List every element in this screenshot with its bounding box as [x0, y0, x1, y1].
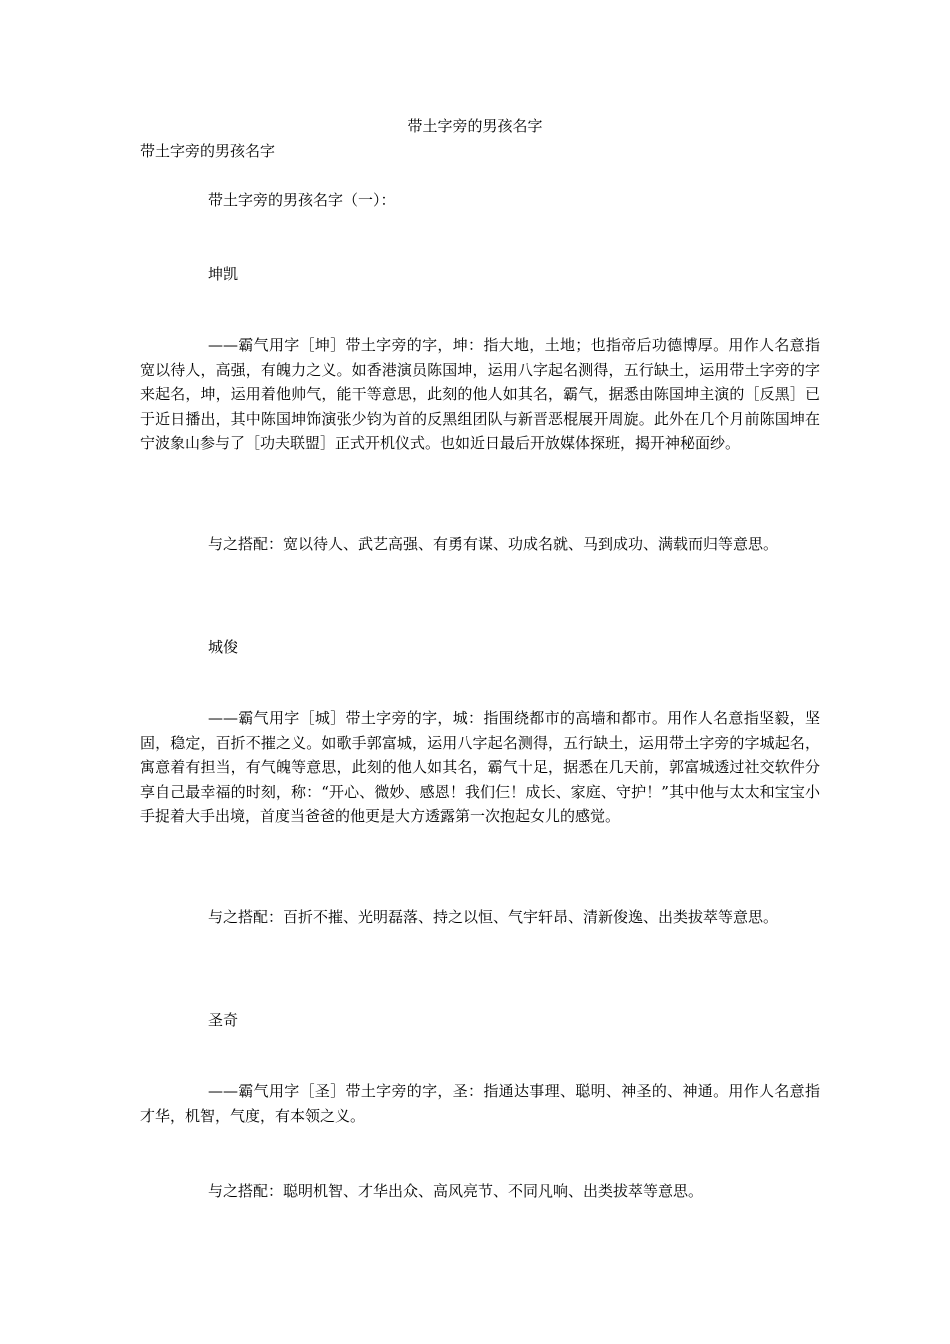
entry-matching: 与之搭配：宽以待人、武艺高强、有勇有谋、功成名就、马到成功、满载而归等意思。 [208, 535, 779, 553]
entry-matching: 与之搭配：聪明机智、才华出众、高风亮节、不同凡响、出类拔萃等意思。 [208, 1182, 704, 1200]
entry-matching: 与之搭配：百折不摧、光明磊落、持之以恒、气宇轩昂、清新俊逸、出类拔萃等意思。 [208, 908, 779, 926]
document-subtitle: 带土字旁的男孩名字 [140, 142, 276, 160]
entry-description: ——霸气用字［坤］带土字旁的字，坤：指大地，土地；也指帝后功德博厚。用作人名意指宽以待人，高强，有魄力之义。如香港演员陈国坤，运用八字起名测得，五行缺土，运用带土字旁的字来起名，坤，运用着他帅气，能干等意思，此刻的他人如其名，霸气，据悉由陈国坤主演的［反黑］已于近日播出，其中陈国坤饰演张少钧为首的反黑组团队与新晋恶棍展开周旋。此外在几个月前陈国坤在宁波象山参与了［功夫联盟］正式开机仪式。也如近日最后开放媒体探班，揭开神秘面纱。 [140, 336, 820, 452]
entry-description: ——霸气用字［圣］带土字旁的字，圣：指通达事理、聪明、神圣的、神通。用作人名意指才华，机智，气度，有本领之义。 [140, 1082, 820, 1125]
entry-name: 圣奇 [208, 1011, 239, 1029]
entry-name: 坤凯 [208, 265, 239, 283]
entry-description: ——霸气用字［城］带土字旁的字，城：指围绕都市的高墙和都市。用作人名意指坚毅，坚固，稳定，百折不摧之义。如歌手郭富城，运用八字起名测得，五行缺土，运用带土字旁的字城起名，寓意着有担当，有气魄等意思，此刻的他人如其名，霸气十足，据悉在几天前，郭富城透过社交软件分享自己最幸福的时刻，称：“开心、微妙、感恩！我们仨！成长、家庭、守护！”其中他与太太和宝宝小手捉着大手出境，首度当爸爸的他更是大方透露第一次抱起女儿的感觉。 [140, 709, 820, 825]
entry-name: 城俊 [208, 638, 239, 656]
section-heading: 带土字旁的男孩名字（一）： [208, 191, 396, 209]
document-title: 带土字旁的男孩名字 [407, 117, 543, 135]
